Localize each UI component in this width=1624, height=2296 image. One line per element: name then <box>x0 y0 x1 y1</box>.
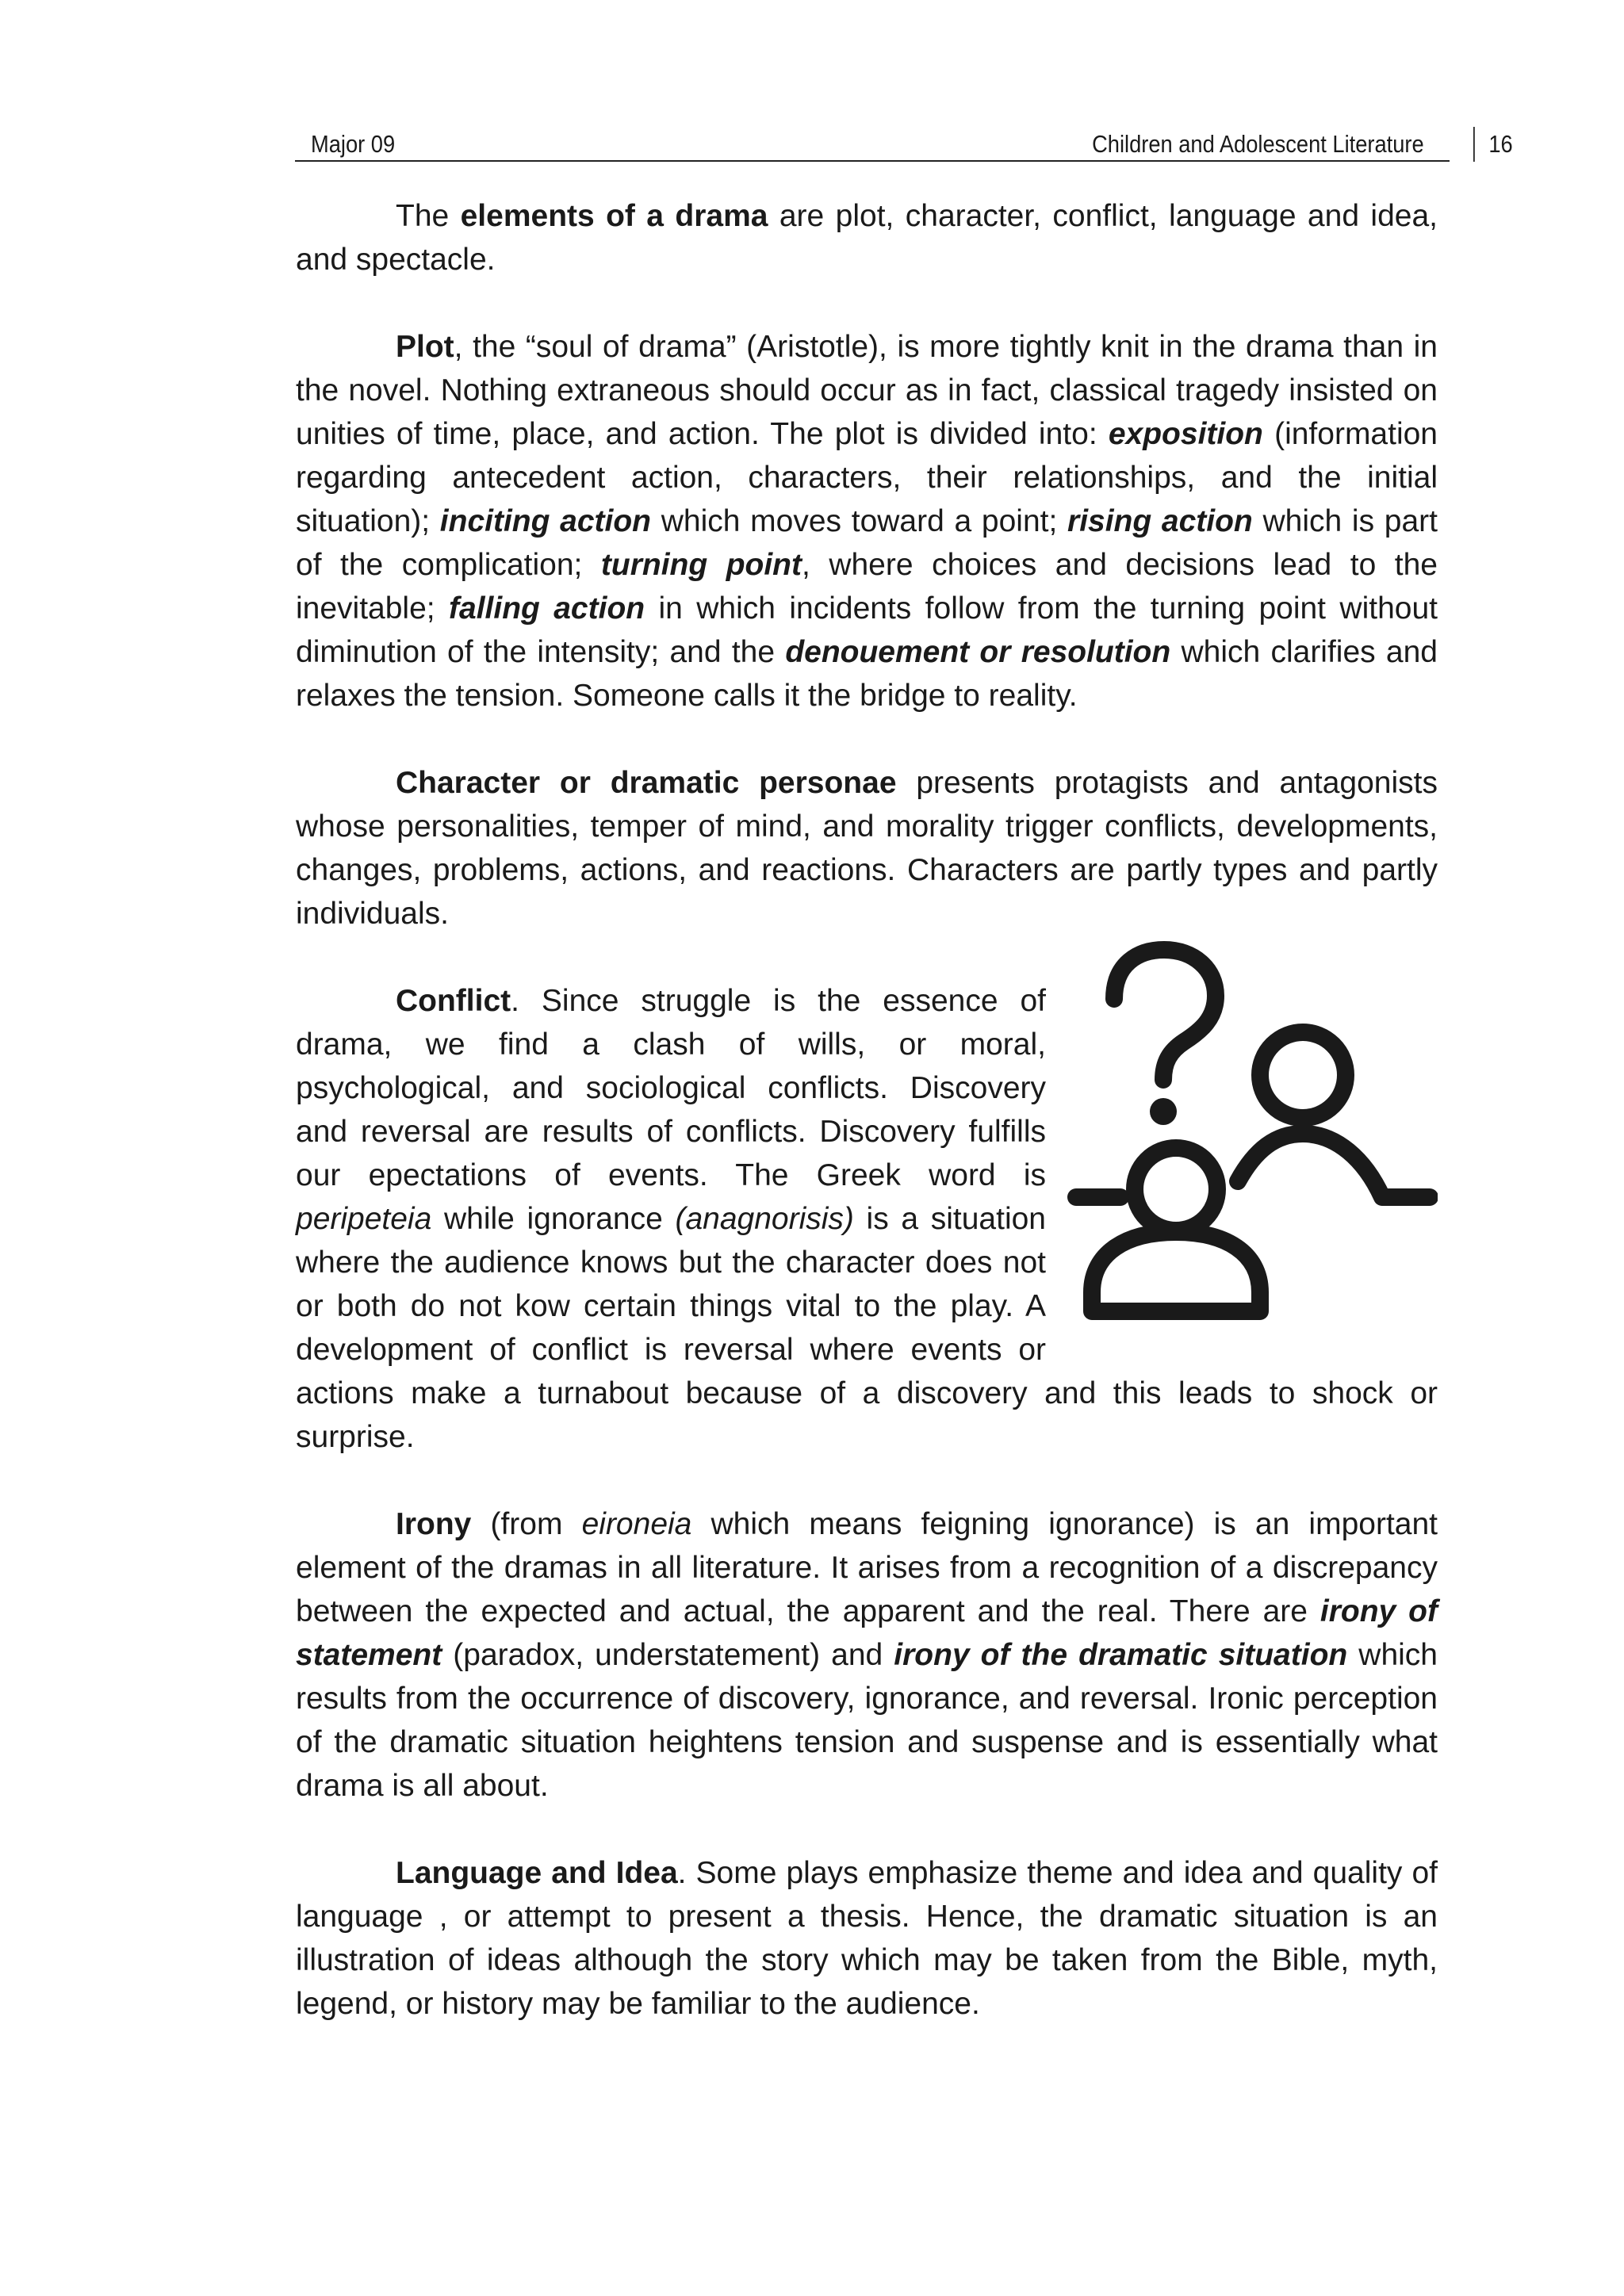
page-header <box>295 125 1450 162</box>
text-run: which results from the occurrence of discovery, ignorance, and reversal. Ironic perception of the dramatic situation heightens tension and suspense and is essentially what drama is all about. <box>296 1638 1438 1803</box>
term-plot: Plot <box>396 330 454 364</box>
paragraph-elements <box>296 194 1438 281</box>
term-irony: Irony <box>396 1507 472 1541</box>
text-run: are plot, character, conflict, language and idea, and spectacle. <box>296 199 1438 277</box>
term-denouement: denouement or resolution <box>785 635 1171 669</box>
text-run: which moves toward a point; <box>651 504 1068 538</box>
paragraph-plot <box>296 325 1438 718</box>
term-anagnorisis: (anagnorisis) <box>675 1202 854 1236</box>
term-irony-of-statement: irony of statement <box>296 1594 1438 1672</box>
text-run: . Some plays emphasize theme and idea and quality of language , or attempt to present a thesis. Hence, the dramatic situation is an illustration of ideas although the story which may be taken from the Bible, myth, legend, or history may be familiar to the audience. <box>296 1856 1438 2021</box>
term-inciting-action: inciting action <box>439 504 652 538</box>
text-run: presents protagists and antagonists whose personalities, temper of mind, and morality trigger conflicts, developments, changes, problems, actions, and reactions. Characters are partly types and partly individuals. <box>296 766 1438 931</box>
paragraph-irony <box>296 1502 1438 1808</box>
text-run: is a situation where the audience knows but the character does not or both do not kow certain things vital to the play. A development of conflict is reversal where events or actions make a turnabout because of a discovery and this leads to shock or surprise. <box>296 1202 1438 1454</box>
term-language-and-idea: Language and Idea <box>396 1856 678 1890</box>
header-course-title: Children and Adolescent Literature <box>1092 130 1424 158</box>
text-run: which clarifies and relaxes the tension. Someone calls it the bridge to reality. <box>296 635 1438 713</box>
text-run: which is part of the complication; <box>296 504 1438 582</box>
term-character: Character or dramatic personae <box>396 766 897 800</box>
term-exposition: exposition <box>1108 417 1263 451</box>
text-run: . Since struggle is the essence of drama, we find a clash of wills, or moral, psychological, and sociological conflicts. Discovery and reversal are results of conflicts. Discovery fulfills our epectations of events. The Greek word is <box>296 984 1046 1192</box>
term-elements-of-drama: elements of a drama <box>460 199 768 233</box>
text-run: (information regarding antecedent action, characters, their relationships, and the initial situation); <box>296 417 1438 538</box>
text-run: in which incidents follow from the turning point without diminution of the intensity; and the <box>296 591 1438 669</box>
page-body <box>296 194 1438 2069</box>
term-peripeteia: peripeteia <box>296 1202 432 1236</box>
term-turning-point: turning point <box>600 548 802 582</box>
term-rising-action: rising action <box>1067 504 1253 538</box>
term-eironeia: eironeia <box>581 1507 692 1541</box>
paragraph-character <box>296 761 1438 936</box>
text-run: The <box>396 199 461 233</box>
text-run: (paradox, understatement) and <box>442 1638 894 1672</box>
header-course-code: Major 09 <box>311 130 396 158</box>
term-falling-action: falling action <box>449 591 645 626</box>
term-irony-of-dramatic-situation: irony of the dramatic situation <box>894 1638 1348 1672</box>
page-number: 16 <box>1473 127 1513 162</box>
text-run: (from <box>471 1507 582 1541</box>
text-run: , where choices and decisions lead to the inevitable; <box>296 548 1438 626</box>
text-run: , the “soul of drama” (Aristotle), is more tightly knit in the drama than in the novel. Nothing extraneous should occur as in fact, classical tragedy insisted on unities of time, place, and action. The plot is divided into: <box>296 330 1438 451</box>
paragraph-language-idea <box>296 1851 1438 2026</box>
text-run: while ignorance <box>431 1202 676 1236</box>
text-run: which means feigning ignorance) is an important element of the dramas in all literature. It arises from a recognition of a discrepancy between the expected and actual, the apparent and the real. There are <box>296 1507 1438 1628</box>
figure <box>1065 936 1438 1332</box>
term-conflict: Conflict <box>396 984 511 1018</box>
question-people-icon <box>1065 936 1438 1332</box>
